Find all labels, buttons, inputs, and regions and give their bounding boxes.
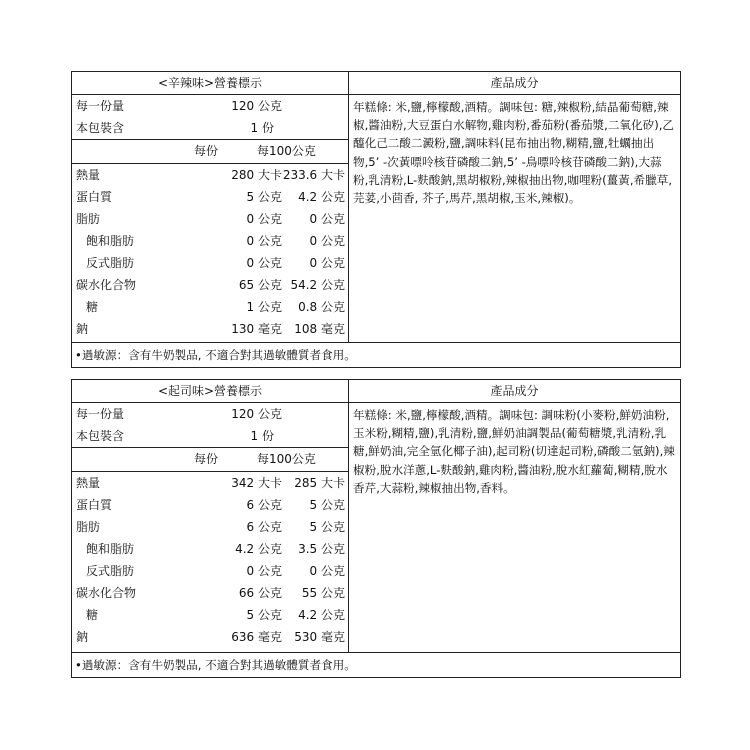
nutrient-per-serving: 65 公克 xyxy=(238,278,282,292)
nutrient-per-serving: 66 公克 xyxy=(238,586,282,600)
nutrient-label: 熱量 xyxy=(76,476,101,490)
nutrient-per-serving: 342 大卡 xyxy=(231,476,282,490)
nutrient-label: 鈉 xyxy=(76,322,89,336)
col-per-serving: 每份 xyxy=(194,144,219,158)
nutrient-per-100g: 3.5 公克 xyxy=(298,542,345,556)
nutrient-per-serving: 0 公克 xyxy=(246,256,282,270)
nutrient-label: 脂肪 xyxy=(76,212,101,226)
ingredients-title: 產品成分 xyxy=(349,72,680,95)
nutrient-row-protein xyxy=(72,494,348,516)
nutrient-row-protein xyxy=(72,186,348,208)
nutrient-label: 糖 xyxy=(86,608,99,622)
nutrient-per-100g: 233.6 大卡 xyxy=(282,168,345,182)
nutrient-per-100g: 0.8 公克 xyxy=(298,300,345,314)
serving-size-label: 每一份量 xyxy=(76,407,125,421)
nutrient-per-serving: 6 公克 xyxy=(246,520,282,534)
servings-value: 1 份 xyxy=(250,121,274,135)
servings-per-package-row xyxy=(72,425,348,447)
nutrition-facts-panel xyxy=(72,72,349,342)
serving-size-value: 120 公克 xyxy=(231,407,282,421)
nutrient-per-serving: 0 公克 xyxy=(246,212,282,226)
nutrient-per-serving: 6 公克 xyxy=(246,498,282,512)
servings-label: 本包裝含 xyxy=(76,429,125,443)
nutrient-row-trans-fat xyxy=(72,252,348,274)
nutrient-per-serving: 636 毫克 xyxy=(231,630,282,644)
nutrient-per-serving: 5 公克 xyxy=(246,608,282,622)
nutrient-label: 蛋白質 xyxy=(76,190,113,204)
nutrient-row-calories xyxy=(72,164,348,186)
nutrient-row-sugar xyxy=(72,604,348,626)
nutrient-label: 反式脂肪 xyxy=(86,564,135,578)
ingredients-panel xyxy=(349,72,680,342)
nutrient-row-fat xyxy=(72,516,348,538)
nutrient-per-100g: 55 公克 xyxy=(301,586,345,600)
servings-label: 本包裝含 xyxy=(76,121,125,135)
nutrient-label: 飽和脂肪 xyxy=(86,234,135,248)
nutrient-row-sodium xyxy=(72,318,348,340)
nutrient-label: 碳水化合物 xyxy=(76,586,137,600)
serving-size-row xyxy=(72,403,348,425)
column-header-row xyxy=(72,447,348,472)
nutrient-label: 碳水化合物 xyxy=(76,278,137,292)
nutrient-row-saturated-fat xyxy=(72,230,348,252)
nutrient-per-serving: 1 公克 xyxy=(246,300,282,314)
ingredients-text: 年糕條: 米,鹽,檸檬酸,酒精。調味包: 糖,辣椒粉,結晶葡萄糖,辣椒,醬油粉,大豆蛋白水解物,雞肉粉,番茄粉(番茄漿,二氧化矽),乙醯化己二酸二澱粉,鹽,調味料(昆布抽出物,糊精,鹽,牡蠣抽出物,5’ -次黃嘌呤核苷磷酸二鈉,5’ -鳥嘌呤核苷磷酸二鈉),大蒜粉,乳清粉,L-麩酸鈉,黑胡椒粉,辣椒抽出物,咖哩粉(薑黃,希臘草,芫荽,小茴香, 芥子,馬芹,黑胡椒,玉米,辣椒)。 xyxy=(353,100,675,206)
nutrient-per-100g: 4.2 公克 xyxy=(298,190,345,204)
nutrient-per-100g: 4.2 公克 xyxy=(298,608,345,622)
nutrient-per-serving: 5 公克 xyxy=(246,190,282,204)
nutrient-per-100g: 0 公克 xyxy=(309,564,345,578)
serving-size-value: 120 公克 xyxy=(231,99,282,113)
nutrient-row-calories xyxy=(72,472,348,494)
nutrition-title: <辛辣味>營養標示 xyxy=(72,72,348,95)
nutrient-row-carbohydrate xyxy=(72,582,348,604)
nutrient-per-100g: 530 毫克 xyxy=(294,630,345,644)
label-grid xyxy=(72,380,680,653)
nutrition-title: <起司味>營養標示 xyxy=(72,380,348,403)
nutrient-per-serving: 280 大卡 xyxy=(231,168,282,182)
servings-value: 1 份 xyxy=(250,429,274,443)
nutrition-label-2 xyxy=(71,379,681,678)
ingredients-panel xyxy=(349,380,680,652)
nutrient-per-serving: 0 公克 xyxy=(246,234,282,248)
nutrient-per-100g: 0 公克 xyxy=(309,212,345,226)
col-per-100g: 每100公克 xyxy=(257,144,316,158)
nutrient-per-100g: 285 大卡 xyxy=(294,476,345,490)
nutrient-row-carbohydrate xyxy=(72,274,348,296)
label-grid xyxy=(72,72,680,343)
nutrient-label: 蛋白質 xyxy=(76,498,113,512)
nutrition-label-1 xyxy=(71,71,681,368)
nutrition-facts-panel xyxy=(72,380,349,652)
column-header-row xyxy=(72,139,348,164)
nutrient-label: 飽和脂肪 xyxy=(86,542,135,556)
ingredients-title: 產品成分 xyxy=(349,380,680,403)
col-per-serving: 每份 xyxy=(194,452,219,466)
servings-per-package-row xyxy=(72,117,348,139)
col-per-100g: 每100公克 xyxy=(257,452,316,466)
nutrient-row-trans-fat xyxy=(72,560,348,582)
nutrient-per-100g: 5 公克 xyxy=(309,520,345,534)
nutrient-row-fat xyxy=(72,208,348,230)
ingredients-text: 年糕條: 米,鹽,檸檬酸,酒精。調味包: 調味粉(小麥粉,鮮奶油粉,玉米粉,糊精,鹽),乳清粉,鹽,鮮奶油調製品(葡萄糖漿,乳清粉,乳糖,鮮奶油,完全氫化椰子油),起司粉(切達起司粉,磷酸二氫鈉),辣椒粉,脫水洋蔥,L-麩酸鈉,雞肉粉,醬油粉,脫水紅蘿蔔,糊精,脫水香芹,大蒜粉,辣椒抽出物,香料。 xyxy=(353,408,675,495)
nutrient-label: 糖 xyxy=(86,300,99,314)
nutrient-per-100g: 108 毫克 xyxy=(294,322,345,336)
nutrient-row-saturated-fat xyxy=(72,538,348,560)
nutrient-label: 脂肪 xyxy=(76,520,101,534)
nutrient-label: 反式脂肪 xyxy=(86,256,135,270)
allergy-notice: •過敏源：含有牛奶製品, 不適合對其過敏體質者食用。 xyxy=(75,658,356,672)
nutrient-per-serving: 4.2 公克 xyxy=(235,542,282,556)
nutrient-per-100g: 0 公克 xyxy=(309,256,345,270)
serving-size-row xyxy=(72,95,348,117)
allergy-notice: •過敏源：含有牛奶製品, 不適合對其過敏體質者食用。 xyxy=(75,348,356,362)
nutrient-per-100g: 5 公克 xyxy=(309,498,345,512)
nutrient-row-sugar xyxy=(72,296,348,318)
serving-size-label: 每一份量 xyxy=(76,99,125,113)
nutrient-label: 鈉 xyxy=(76,630,89,644)
nutrient-label: 熱量 xyxy=(76,168,101,182)
nutrient-per-100g: 0 公克 xyxy=(309,234,345,248)
nutrient-per-serving: 0 公克 xyxy=(246,564,282,578)
nutrient-row-sodium xyxy=(72,626,348,648)
nutrient-per-serving: 130 毫克 xyxy=(231,322,282,336)
nutrient-per-100g: 54.2 公克 xyxy=(290,278,345,292)
